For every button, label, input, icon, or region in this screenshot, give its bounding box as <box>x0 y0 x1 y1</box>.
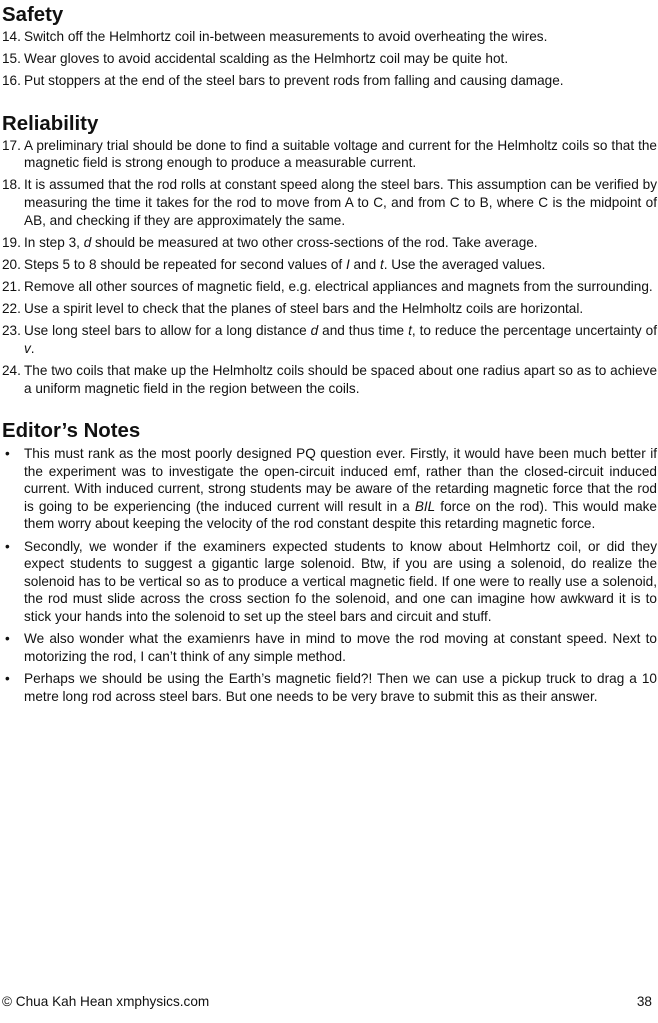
item-text <box>24 300 657 318</box>
item-text <box>24 28 657 46</box>
item-number: 23. <box>2 323 21 339</box>
page-number: 38 <box>636 994 652 1009</box>
item-number: 14. <box>2 29 21 44</box>
list-item <box>2 234 657 252</box>
safety-section <box>2 6 657 90</box>
list-item <box>2 176 657 229</box>
safety-heading: Safety <box>2 4 64 26</box>
list-item <box>2 300 657 318</box>
text-segment: Use long steel bars to allow for a long distance <box>24 323 311 339</box>
footer-copyright: © Chua Kah Hean xmphysics.com <box>2 994 210 1009</box>
editors-notes-heading: Editor’s Notes <box>2 420 141 443</box>
text-segment: Put stoppers at the end of the steel bars to prevent rods from falling and causing damage. <box>24 73 564 89</box>
text-segment: . Use the averaged values. <box>383 256 546 272</box>
item-number: 15. <box>2 51 21 67</box>
text-segment: Steps 5 to 8 should be repeated for second values of <box>24 256 346 272</box>
page-footer <box>2 993 652 1011</box>
list-item <box>2 278 657 296</box>
italic-text: t <box>408 323 412 339</box>
text-segment: The two coils that make up the Helmholtz coils should be spaced about one radius apart so as to achieve a uniform magnetic field in the region between the coils. <box>24 363 657 396</box>
text-segment: and thus time <box>318 323 409 339</box>
bullet-item <box>2 445 657 533</box>
bullet-text <box>24 630 657 665</box>
item-text <box>24 322 657 357</box>
text-segment: It is assumed that the rod rolls at constant speed along the steel bars. This assumption can be verified by measuring the time it takes for the rod to move from A to C, and from C to B, where C is the midpoint of AB, and checking if they are approximately the same. <box>24 177 657 228</box>
item-text <box>24 176 657 229</box>
italic-text: I <box>345 256 350 272</box>
text-segment: Switch off the Helmhortz coil in-between measurements to avoid overheating the wires. <box>24 29 548 44</box>
bullet-icon: • <box>5 446 10 462</box>
item-number: 17. <box>2 137 21 153</box>
bullet-text <box>24 670 657 705</box>
item-number: 18. <box>2 177 21 193</box>
text-segment: Secondly, we wonder if the examiners expected students to know about Helmhortz coil, or did they expect students to suggest a gigantic large solenoid. Btw, if you are using a solenoid, do realize the solenoid has to be vertical so as to produce a vertical magnetic field. If one were to really use a solenoid, the rod must slide across the cross section fo the solenoid, and one can imagine how awkward it is to stick your hands into the solenoid to set up the steel bars and circuit and stuff. <box>24 538 657 624</box>
item-number: 21. <box>2 279 21 295</box>
list-item <box>2 322 657 357</box>
item-text <box>24 234 657 252</box>
italic-text: d <box>83 234 92 250</box>
bullet-item <box>2 630 657 665</box>
text-segment: Wear gloves to avoid accidental scalding as the Helmhortz coil may be quite hot. <box>24 51 509 67</box>
bullet-icon: • <box>5 670 10 686</box>
editors-notes-list <box>2 445 657 705</box>
section-gap <box>2 95 657 115</box>
item-text <box>24 72 657 90</box>
italic-text: BIL <box>414 498 436 514</box>
text-segment: A preliminary trial should be done to find a suitable voltage and current for the Helmholtz coils so that the magnetic field is strong enough to produce a measurable current. <box>24 137 657 171</box>
text-segment: should be measured at two other cross-sections of the rod. Take average. <box>91 234 538 250</box>
reliability-list <box>2 137 657 398</box>
list-item <box>2 256 657 274</box>
text-segment: . <box>30 341 35 357</box>
item-number: 16. <box>2 73 21 89</box>
item-number: 24. <box>2 363 21 379</box>
list-item <box>2 50 657 68</box>
item-text <box>24 256 657 274</box>
item-number: 22. <box>2 301 21 317</box>
item-number: 20. <box>2 256 21 272</box>
safety-list <box>2 28 657 90</box>
page-content <box>2 6 657 710</box>
list-item <box>2 362 657 397</box>
list-item <box>2 72 657 90</box>
bullet-item <box>2 538 657 626</box>
italic-text: v <box>24 341 31 357</box>
text-segment: Perhaps we should be using the Earth’s magnetic field?! Then we can use a pickup truck to drag a 10 metre long rod across steel bars. But one needs to be very brave to submit this as their answer. <box>24 670 657 704</box>
text-segment: force on the rod). This would make them worry about keeping the velocity of the rod constant despite this retarding magnetic force. <box>24 498 657 532</box>
text-segment: This must rank as the most poorly designed PQ question ever. Firstly, it would have been much better if the experiment was to investigate the open-circuit induced emf, rather than the closed-circuit induced current. With induced current, strong students may be aware of the retarding magnetic force that the rod is going to be experiencing (the induced current will result in a <box>24 446 657 514</box>
italic-text: t <box>379 256 384 272</box>
bullet-text <box>24 538 657 626</box>
item-text <box>24 362 657 397</box>
bullet-text <box>24 445 657 533</box>
bullet-icon: • <box>5 538 10 554</box>
text-segment: Remove all other sources of magnetic field, e.g. electrical appliances and magnets from the surrounding. <box>24 279 653 295</box>
text-segment: We also wonder what the examienrs have in mind to move the rod moving at constant speed. Next to motorizing the rod, I can’t think of any simple method. <box>24 631 657 664</box>
item-text <box>24 50 657 68</box>
text-segment: Use a spirit level to check that the planes of steel bars and the Helmholtz coils are horizontal. <box>24 301 584 317</box>
list-item <box>2 137 657 172</box>
item-text <box>24 137 657 172</box>
text-segment: , to reduce the percentage uncertainty of <box>411 323 658 339</box>
reliability-section <box>2 112 658 398</box>
bullet-item <box>2 670 657 705</box>
italic-text: d <box>310 323 319 339</box>
reliability-heading: Reliability <box>2 112 99 135</box>
list-item <box>2 28 657 46</box>
section-gap <box>2 402 657 422</box>
item-number: 19. <box>2 234 21 250</box>
text-segment: and <box>349 256 380 272</box>
item-text <box>24 278 657 296</box>
text-segment: In step 3, <box>24 234 84 250</box>
editors-notes-section <box>2 422 657 705</box>
bullet-icon: • <box>5 631 10 647</box>
